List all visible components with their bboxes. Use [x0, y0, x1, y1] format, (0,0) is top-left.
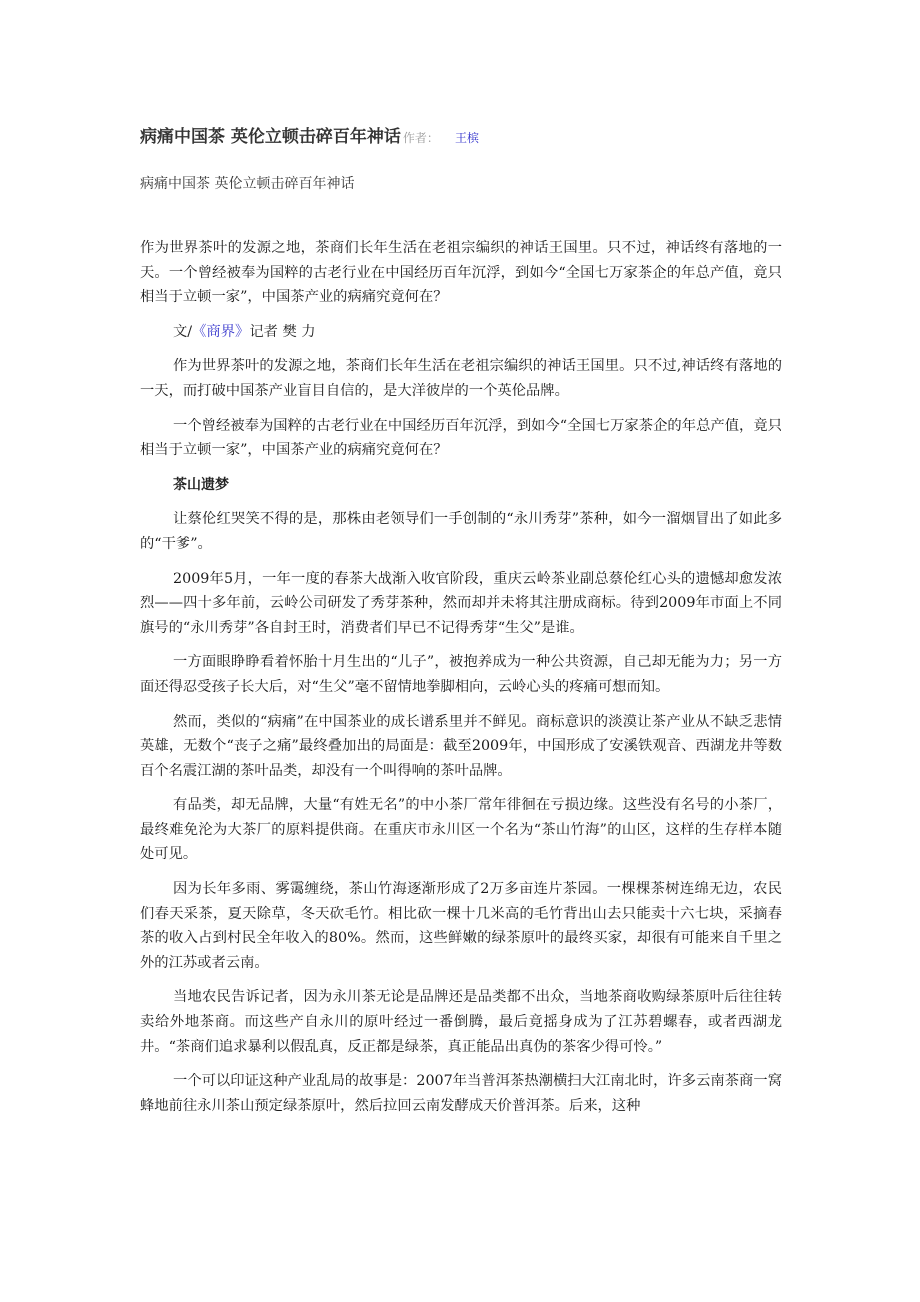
magazine-link[interactable]: 《商界》 — [192, 323, 250, 340]
paragraph: 让蔡伦红哭笑不得的是，那株由老领导们一手创制的“永川秀芽”茶种，如今一溜烟冒出了如此多的“干爹”。 — [140, 511, 782, 552]
byline-prefix: 文/ — [173, 323, 193, 340]
paragraph: 2009年5月，一年一度的春茶大战渐入收官阶段，重庆云岭茶业副总蔡伦红心头的遗憾却愈发浓烈——四十多年前，云岭公司研发了秀芽茶种，然而却并未将其注册成商标。待到2009年市面上不同旗号的“永川秀芽”各自封王时，消费者们早已不记得秀芽“生父”是谁。 — [140, 570, 782, 636]
article-subtitle: 病痛中国茶 英伦立顿击碎百年神话 — [140, 176, 355, 192]
paragraph: 一方面眼睁睁看着怀胎十月生出的“儿子”，被抱养成为一种公共资源，自己却无能为力；另一方面还得忍受孩子长大后，对“生父”毫不留情地拳脚相向，云岭心头的疼痛可想而知。 — [140, 654, 782, 695]
byline-suffix: 记者 樊 力 — [249, 323, 316, 340]
title-line — [140, 122, 782, 154]
article-title: 病痛中国茶 英伦立顿击碎百年神话 — [140, 127, 401, 147]
article — [140, 122, 782, 1118]
section-heading: 茶山遗梦 — [173, 476, 229, 493]
author-link[interactable]: 王槟 — [454, 131, 479, 145]
paragraph: 一个曾经被奉为国粹的古老行业在中国经历百年沉浮，到如今“全国七万家茶企的年总产值，竟只相当于立顿一家”，中国茶产业的病痛究竟何在？ — [140, 417, 782, 459]
paragraph: 有品类，却无品牌，大量“有姓无名”的中小茶厂常年徘徊在亏损边缘。这些没有名号的小茶厂，最终难免沦为大茶厂的原料提供商。在重庆市永川区一个名为“茶山竹海”的山区，这样的生存样本随处可见。 — [140, 797, 782, 863]
paragraph: 当地农民告诉记者，因为永川茶无论是品牌还是品类都不出众，当地茶商收购绿茶原叶后往往转卖给外地茶商。而这些产自永川的原叶经过一番倒腾，最后竟摇身成为了江苏碧螺春，或者西湖龙井。“茶商们追求暴利以假乱真，反正都是绿茶，真正能品出真伪的茶客少得可怜。” — [140, 989, 782, 1055]
intro-paragraph: 作为世界茶叶的发源之地，茶商们长年生活在老祖宗编织的神话王国里。只不过，神话终有落地的一天。一个曾经被奉为国粹的古老行业在中国经历百年沉浮，到如今“全国七万家茶企的年总产值，竟只相当于立顿一家”，中国茶产业的病痛究竟何在？ — [140, 240, 782, 306]
paragraph: 一个可以印证这种产业乱局的故事是：2007年当普洱茶热潮横扫大江南北时，许多云南茶商一窝蜂地前往永川茶山预定绿茶原叶，然后拉回云南发酵成天价普洱茶。后来，这种 — [140, 1073, 782, 1114]
author-label: 作者： — [402, 131, 439, 145]
paragraph: 因为长年多雨、雾霭缠绕，茶山竹海逐渐形成了2万多亩连片茶园。一棵棵茶树连绵无边，农民们春天采茶，夏天除草，冬天砍毛竹。相比砍一棵十几米高的毛竹背出山去只能卖十六七块，采摘春茶的收入占到村民全年收入的80%。然而，这些鲜嫩的绿茶原叶的最终买家，却很有可能来自千里之外的江苏或者云南。 — [140, 881, 782, 971]
paragraph: 作为世界茶叶的发源之地，茶商们长年生活在老祖宗编织的神话王国里。只不过,神话终有落地的一天，而打破中国茶产业盲目自信的，是大洋彼岸的一个英伦品牌。 — [140, 358, 782, 399]
byline — [140, 320, 782, 345]
paragraph: 然而，类似的“病痛”在中国茶业的成长谱系里并不鲜见。商标意识的淡漠让茶产业从不缺乏悲情英雄，无数个“丧子之痛”最终叠加出的局面是：截至2009年，中国形成了安溪铁观音、西湖龙井等数百个名震江湖的茶叶品类，却没有一个叫得响的茶叶品牌。 — [140, 713, 782, 779]
